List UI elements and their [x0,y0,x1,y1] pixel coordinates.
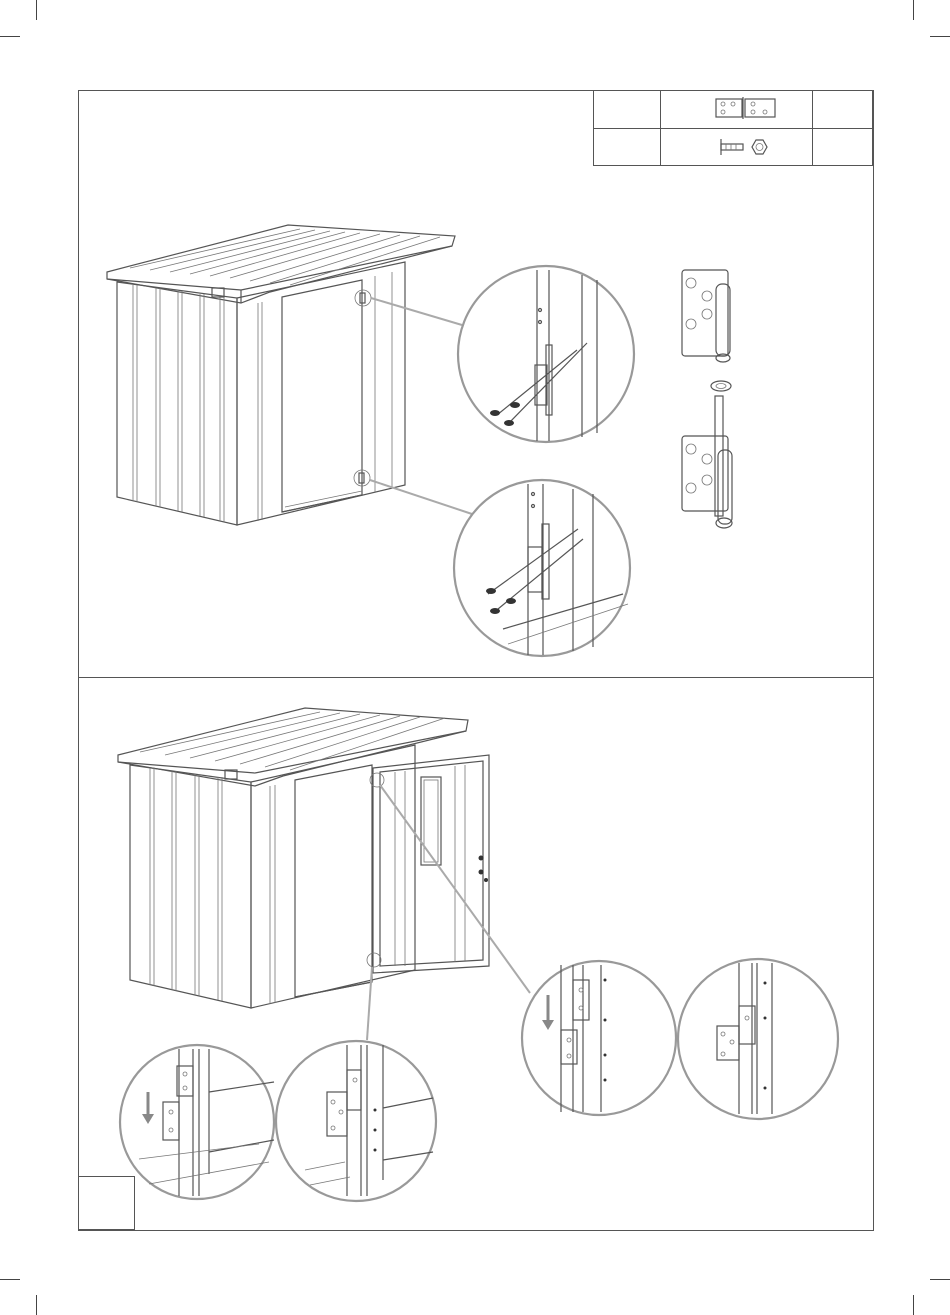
screw-and-nut-icon [661,129,814,165]
lower-hinge-insert-zoom [119,1044,277,1202]
crop-mark [0,36,20,37]
parts-qty-cell [594,91,661,129]
parts-count-cell [813,128,873,166]
parts-image-cell [660,128,813,166]
hinge-set-icon [661,91,814,127]
parts-row-screw [594,128,873,166]
parts-table [593,90,873,166]
crop-mark [36,1295,37,1315]
parts-image-cell [660,91,813,129]
crop-mark [36,0,37,20]
hinge-parts-exploded-illustration [668,266,758,531]
crop-mark [0,1279,20,1280]
parts-qty-cell [594,128,661,166]
crop-mark [930,1279,950,1280]
upper-hinge-seated-zoom [677,958,839,1120]
parts-row-hinge [594,91,873,129]
crop-mark [913,1295,914,1315]
parts-count-cell [813,91,873,129]
crop-mark [913,0,914,20]
upper-hinge-insert-zoom [521,960,679,1118]
upper-hinge-detail-zoom [457,265,637,445]
crop-mark [930,36,950,37]
lower-hinge-seated-zoom [275,1040,437,1202]
lower-hinge-detail-zoom [453,479,633,659]
